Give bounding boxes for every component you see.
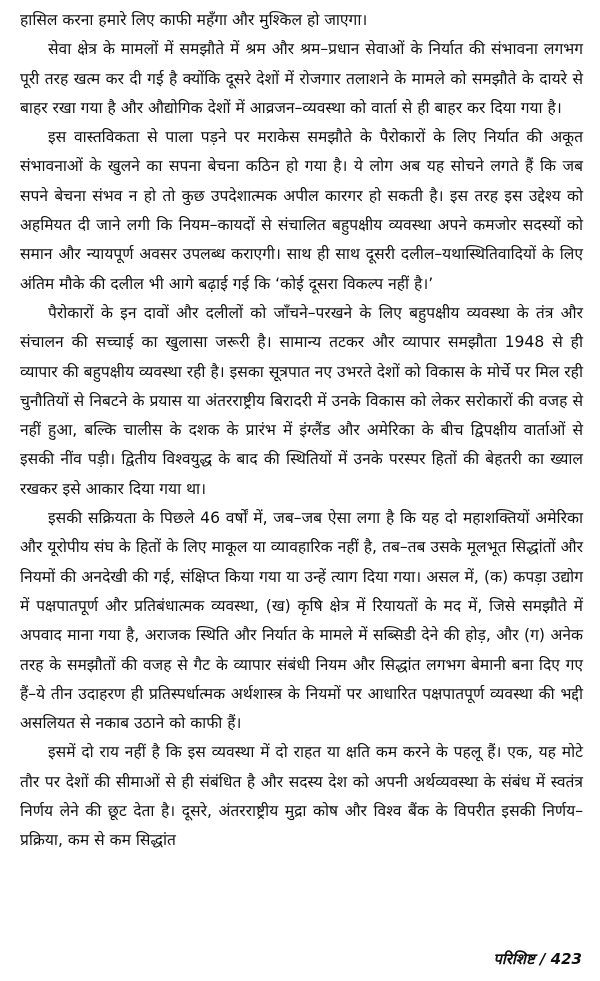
paragraph-continuation: हासिल करना हमारे लिए काफी महँगा और मुश्किल हो जाएगा। <box>20 11 368 29</box>
page-body <box>20 6 583 856</box>
paragraph-gatt-origins: पैरोकारों के इन दावों और दलीलों को जाँचने–परखने के लिए बहुपक्षीय व्यवस्था के तंत्र और संचालन की सच्चाई का खुलासा जरूरी है। सामान्य तटकर और व्यापार समझौता 1948 से ही व्यापार की बहुपक्षीय व्यवस्था रही है। इसका सूत्रपात नए उभरते देशों को विकास के मोर्चे पर मिल रही चुनौतियों से निबटने के प्रयास या अंतरराष्ट्रीय बिरादरी में उनके विकास को लेकर सरोकारों की वजह से नहीं हुआ, बल्कि चालीस के दशक के प्रारंभ में इंग्लैंड और अमेरिका के बीच द्विपक्षीय वार्ताओं से इसकी नींव पड़ी। द्वितीय विश्वयुद्ध के बाद की स्थितियों में उनके परस्पर हितों की बेहतरी का ख्याल रखकर इसे आकार दिया गया था। <box>20 303 583 498</box>
paragraph-superpowers: इसकी सक्रियता के पिछले 46 वर्षों में, जब–जब ऐसा लगा है कि यह दो महाशक्तियों अमेरिका और यूरोपीय संघ के हितों के लिए माकूल या व्यावहारिक नहीं है, तब–तब उसके मूलभूत सिद्धांतों और नियमों की अनदेखी की गई, संक्षिप्त किया गया या उन्हें त्याग दिया गया। असल में, (क) कपड़ा उद्योग में पक्षपातपूर्ण और प्रतिबंधात्मक व्यवस्था, (ख) कृषि क्षेत्र में रियायतों के मद में, जिसे समझौते में अपवाद माना गया है, अराजक स्थिति और निर्यात के मामले में सब्सिडी देने की होड़, और (ग) अनेक तरह के समझौतों की वजह से गैट के व्यापार संबंधी नियम और सिद्धांत लगभग बेमानी बना दिए गए हैं–ये तीन उदाहरण ही प्रतिस्पर्धात्मक अर्थशास्त्र के नियमों पर आधारित पक्षपातपूर्ण व्यवस्था की भद्दी असलियत से नकाब उठाने को काफी हैं। <box>20 509 583 733</box>
paragraph-marrakesh-advocates: इस वास्तविकता से पाला पड़ने पर मराकेस समझौते के पैरोकारों के लिए निर्यात की अकूत संभावनाओं के खुलने का सपना बेचना कठिन हो गया है। ये लोग अब यह सोचने लगते हैं कि जब सपने बेचना संभव न हो तो कुछ उपदेशात्मक अपील कारगर हो सकती है। इस तरह इस उद्देश्य को अहमियत दी जाने लगी कि नियम–कायदों से संचालित बहुपक्षीय व्यवस्था अपने कमजोर सदस्यों को समान और न्यायपूर्ण अवसर उपलब्ध कराएगी। साथ ही साथ दूसरी दलील–यथास्थितिवादियों के लिए अंतिम मौके की दलील भी आगे बढ़ाई गई कि ‘कोई दूसरा विकल्प नहीं है।’ <box>20 128 583 293</box>
paragraph-relief-aspects: इसमें दो राय नहीं है कि इस व्यवस्था में दो राहत या क्षति कम करने के पहलू हैं। एक, यह मोटे तौर पर देशों की सीमाओं से ही संबंधित है और सदस्य देश को अपनी अर्थव्यवस्था के संबंध में स्वतंत्र निर्णय लेने की छूट देता है। दूसरे, अंतरराष्ट्रीय मुद्रा कोष और विश्व बैंक के विपरीत इसकी निर्णय–प्रक्रिया, कम से कम सिद्धांत <box>20 743 583 850</box>
page-footer: परिशिष्ट / 423 <box>493 950 582 968</box>
paragraph-services-sector: सेवा क्षेत्र के मामलों में समझौते में श्रम और श्रम–प्रधान सेवाओं के निर्यात की संभावना लगभग पूरी तरह खत्म कर दी गई है क्योंकि दूसरे देशों में रोजगार तलाशने के मामले को समझौते के दायरे से बाहर रखा गया है और औद्योगिक देशों में आव्रजन–व्यवस्था को वार्ता से ही बाहर कर दिया गया है। <box>20 40 583 117</box>
